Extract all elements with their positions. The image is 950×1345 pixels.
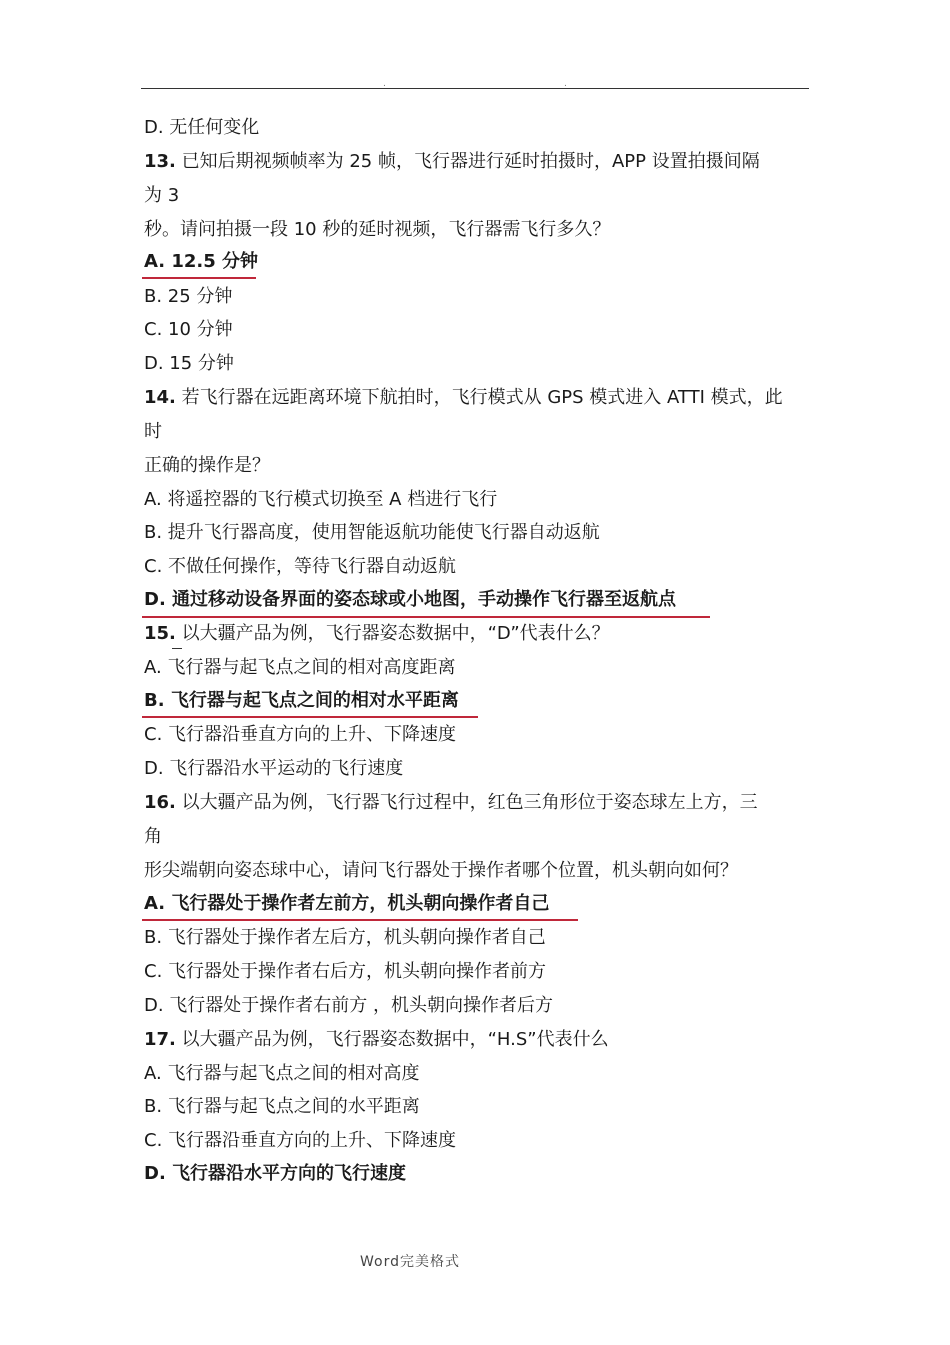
question-line: 15. 以大疆产品为例，飞行器姿态数据中，“D”代表什么？ [144, 623, 610, 644]
question-number: 14. [144, 387, 176, 408]
question-number: 13. [144, 151, 176, 172]
stray-mark [172, 648, 182, 649]
option-line: C. 飞行器处于操作者右后方，机头朝向操作者前方 [144, 961, 547, 982]
option-line: B. 飞行器与起飞点之间的水平距离 [144, 1096, 420, 1117]
question-line: 秒。请问拍摄一段 10 秒的延时视频，飞行器需飞行多久？ [144, 219, 611, 240]
question-line: 14. 若飞行器在远距离环境下航拍时，飞行模式从 GPS 模式进入 ATTI 模式，此 [144, 387, 783, 408]
question-line: 形尖端朝向姿态球中心，请问飞行器处于操作者哪个位置，机头朝向如何？ [144, 860, 738, 881]
answer-option: A. 飞行器处于操作者左前方，机头朝向操作者自己 [144, 893, 550, 914]
header-dot: . [564, 79, 567, 89]
question-line: 正确的操作是？ [144, 455, 270, 476]
question-number: 16. [144, 792, 176, 813]
option-line: D. 飞行器沿水平运动的飞行速度 [144, 758, 404, 779]
option-line: D. 无任何变化 [144, 117, 260, 138]
option-line: A. 将遥控器的飞行模式切换至 A 档进行飞行 [144, 489, 498, 510]
header-rule [141, 88, 809, 89]
option-line: D. 飞行器处于操作者右前方 ，机头朝向操作者后方 [144, 995, 554, 1016]
answer-underline [142, 616, 710, 618]
answer-underline [142, 919, 578, 921]
answer-underline [142, 716, 478, 718]
question-line: 13. 已知后期视频帧率为 25 帧，飞行器进行延时拍摄时，APP 设置拍摄间隔 [144, 151, 760, 172]
option-line: B. 25 分钟 [144, 286, 233, 307]
answer-option: B. 飞行器与起飞点之间的相对水平距离 [144, 690, 459, 711]
option-line: B. 提升飞行器高度，使用智能返航功能使飞行器自动返航 [144, 522, 600, 543]
page-footer: Word完美格式 [360, 1254, 460, 1270]
option-line: C. 飞行器沿垂直方向的上升、下降速度 [144, 1130, 457, 1151]
option-line: B. 飞行器处于操作者左后方，机头朝向操作者自己 [144, 927, 546, 948]
option-line: A. 飞行器与起飞点之间的相对高度距离 [144, 657, 456, 678]
option-line: C. 不做任何操作，等待飞行器自动返航 [144, 556, 457, 577]
answer-option: D. 飞行器沿水平方向的飞行速度 [144, 1163, 407, 1184]
question-line: 16. 以大疆产品为例，飞行器飞行过程中，红色三角形位于姿态球左上方，三 [144, 792, 758, 813]
answer-option: D. 通过移动设备界面的姿态球或小地图，手动操作飞行器至返航点 [144, 589, 677, 610]
option-line: A. 飞行器与起飞点之间的相对高度 [144, 1063, 420, 1084]
question-line: 为 3 [144, 185, 180, 206]
question-line: 17. 以大疆产品为例，飞行器姿态数据中，“H.S”代表什么 [144, 1029, 609, 1050]
option-line: C. 10 分钟 [144, 319, 233, 340]
answer-underline [142, 277, 256, 279]
option-line: D. 15 分钟 [144, 353, 234, 374]
question-line: 时 [144, 421, 162, 442]
option-line: C. 飞行器沿垂直方向的上升、下降速度 [144, 724, 457, 745]
question-line: 角 [144, 826, 162, 847]
answer-option: A. 12.5 分钟 [144, 251, 259, 272]
header-dot: . [383, 79, 386, 89]
question-number: 17. [144, 1029, 176, 1050]
question-number: 15. [144, 623, 176, 644]
